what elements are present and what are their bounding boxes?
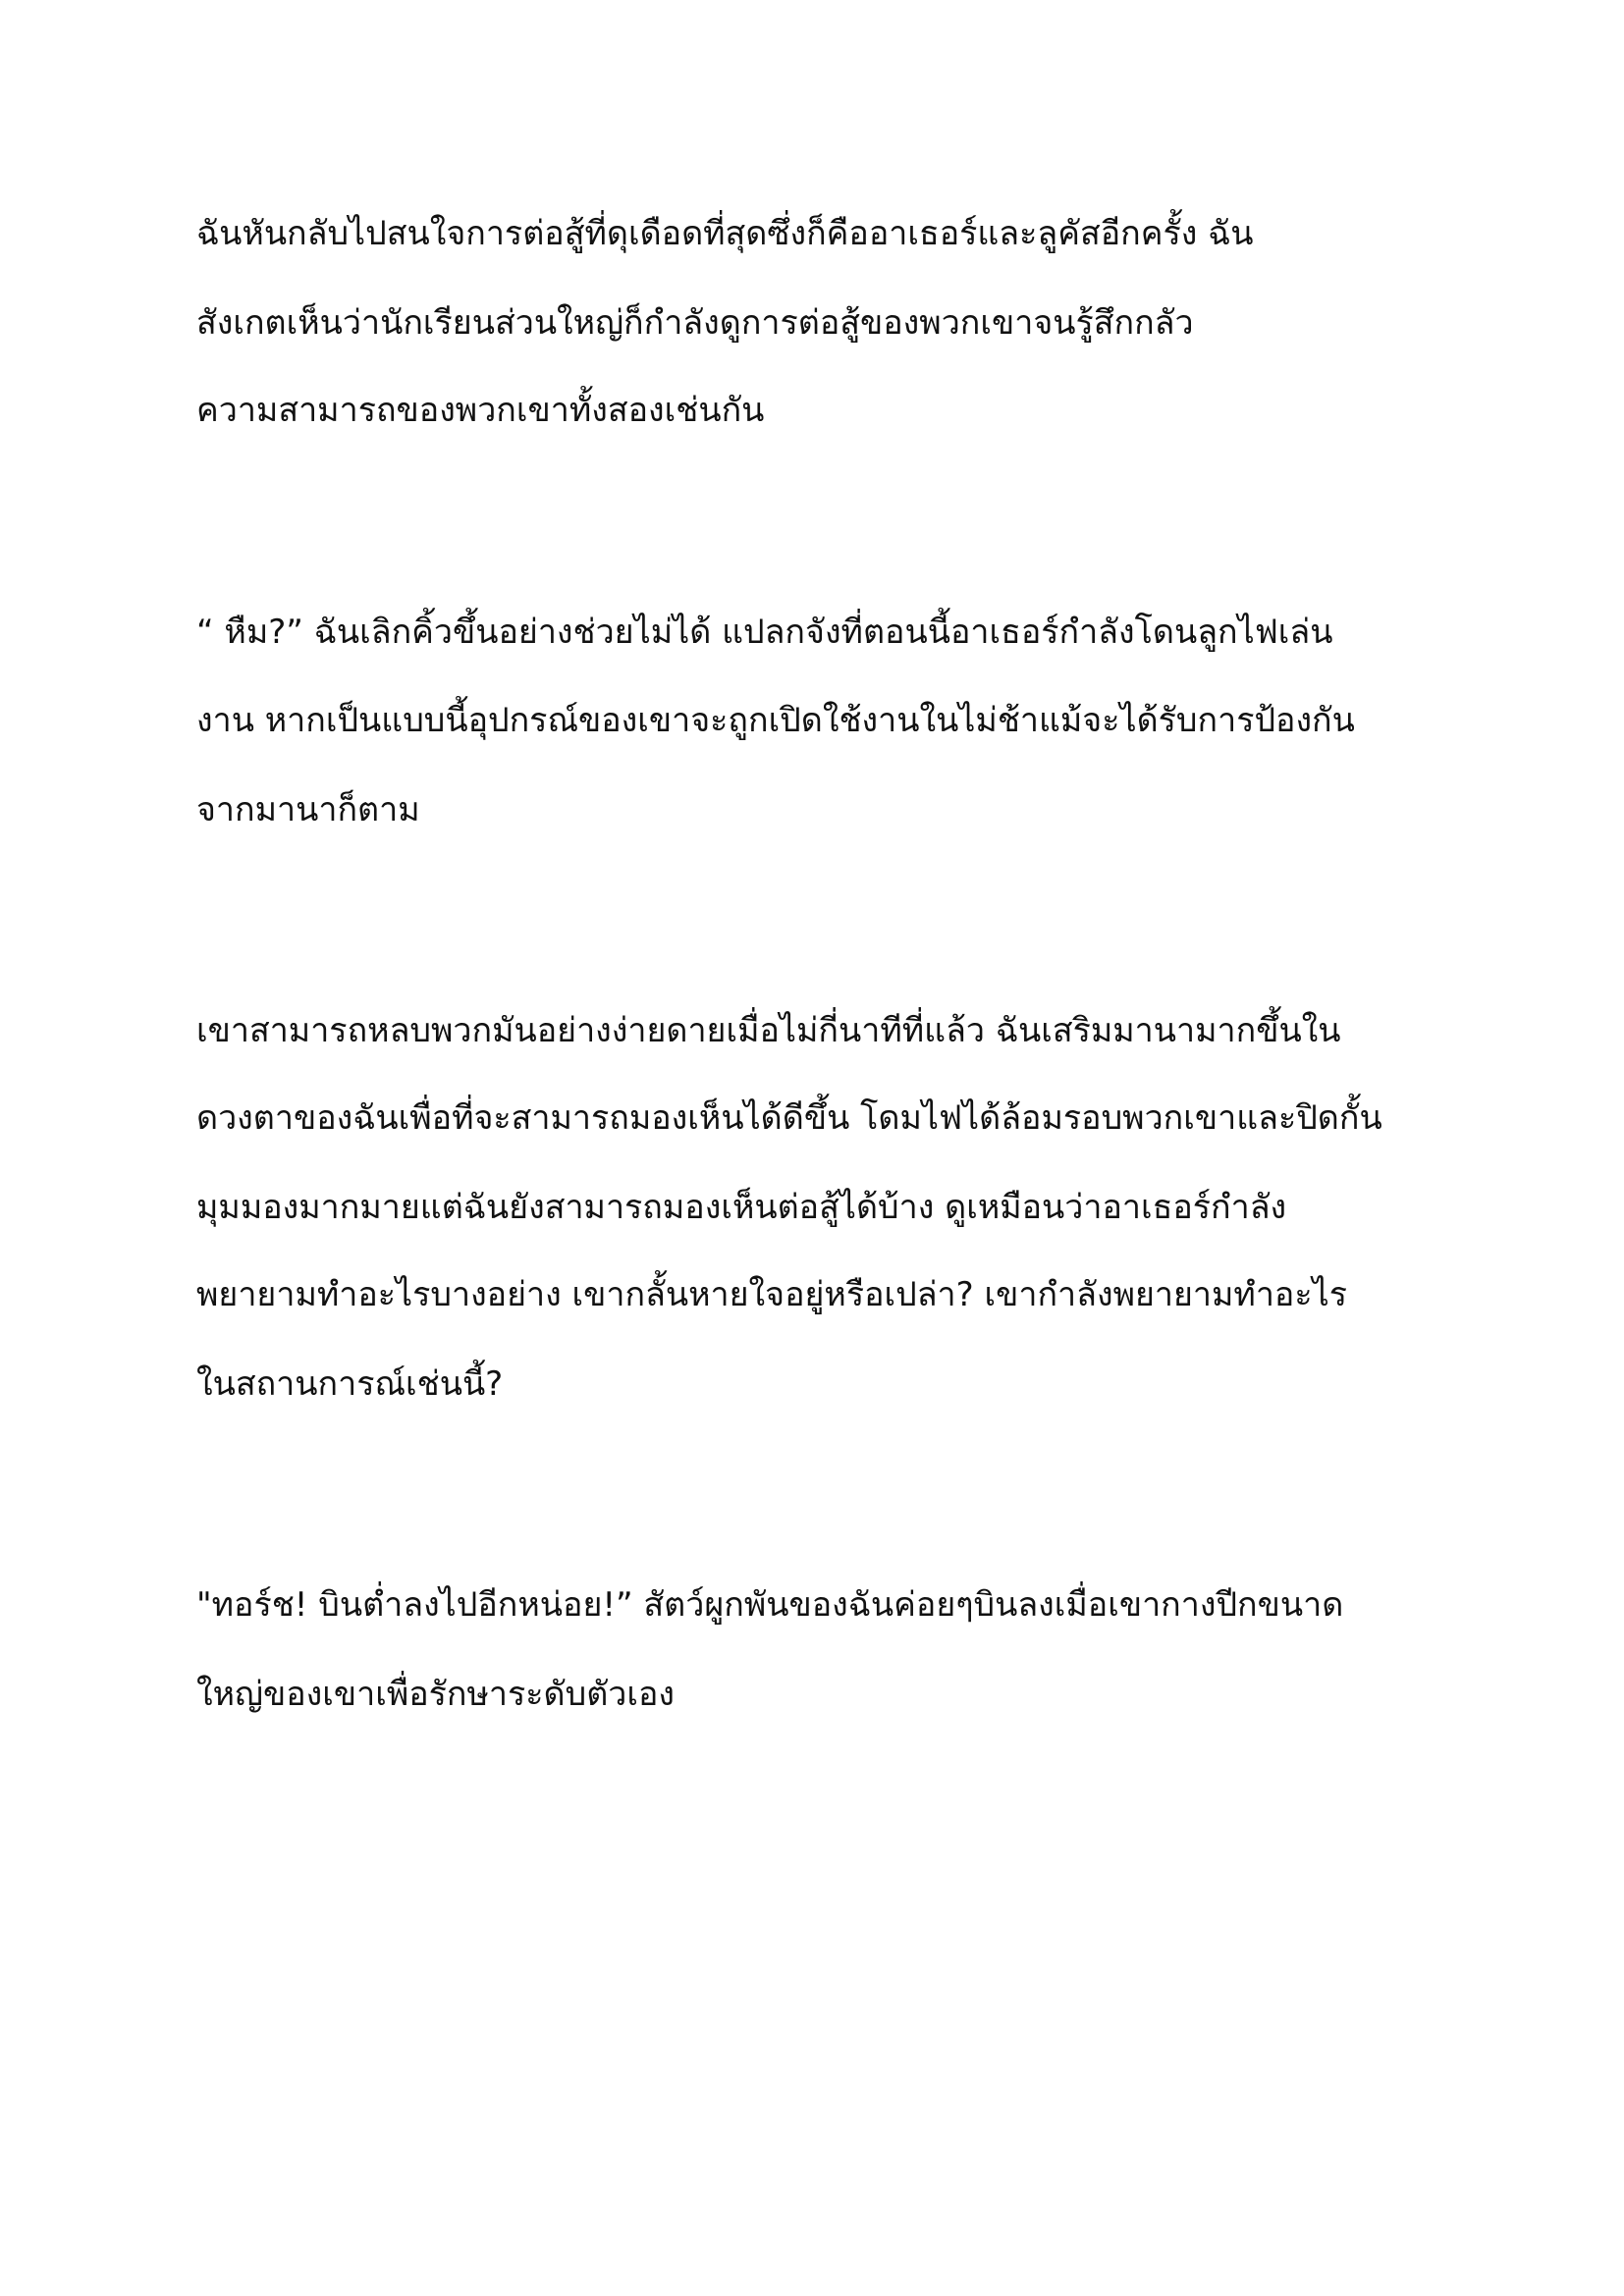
paragraph-1-line-2: สังเกตเห็นว่านักเรียนส่วนใหญ่ก็กำลังดูการต่อสู้ของพวกเขาจนรู้สึกกลัว [196, 303, 1194, 343]
paragraph-4-line-1: "ทอร์ช! บินต่ำลงไปอีกหน่อย!” สัตว์ผูกพันของฉันค่อยๆบินลงเมื่อเขากางปีกขนาด [196, 1585, 1344, 1625]
paragraph-3-line-1: เขาสามารถหลบพวกมันอย่างง่ายดายเมื่อไม่กี่นาทีที่แล้ว ฉันเสริมมานามากขึ้นใน [196, 1011, 1341, 1050]
paragraph-3-line-3: มุมมองมากมายแต่ฉันยังสามารถมองเห็นต่อสู้ได้บ้าง ดูเหมือนว่าอาเธอร์กำลัง [196, 1188, 1287, 1227]
paragraph-2-line-3: จากมานาก็ตาม [196, 790, 420, 829]
paragraph-4-line-2: ใหญ่ของเขาเพื่อรักษาระดับตัวเอง [196, 1675, 676, 1714]
paragraph-3-line-2: ดวงตาของฉันเพื่อที่จะสามารถมองเห็นได้ดีขึ้น โดมไฟได้ล้อมรอบพวกเขาและปิดกั้น [196, 1098, 1382, 1138]
paragraph-1-line-3: ความสามารถของพวกเขาทั้งสองเช่นกัน [196, 391, 765, 430]
paragraph-2-line-2: งาน หากเป็นแบบนี้อุปกรณ์ของเขาจะถูกเปิดใช้งานในไม่ช้าแม้จะได้รับการป้องกัน [196, 701, 1355, 740]
paragraph-3-line-5: ในสถานการณ์เช่นนี้? [196, 1364, 504, 1404]
paragraph-3-line-4: พยายามทำอะไรบางอย่าง เขากลั้นหายใจอยู่หรือเปล่า? เขากำลังพยายามทำอะไร [196, 1275, 1347, 1314]
paragraph-1-line-1: ฉันหันกลับไปสนใจการต่อสู้ที่ดุเดือดที่สุดซึ่งก็คืออาเธอร์และลูคัสอีกครั้ง ฉัน [196, 214, 1254, 253]
paragraph-2-line-1: “ หืม?” ฉันเลิกคิ้วขึ้นอย่างช่วยไม่ได้ แปลกจังที่ตอนนี้อาเธอร์กำลังโดนลูกไฟเล่น [196, 613, 1333, 652]
